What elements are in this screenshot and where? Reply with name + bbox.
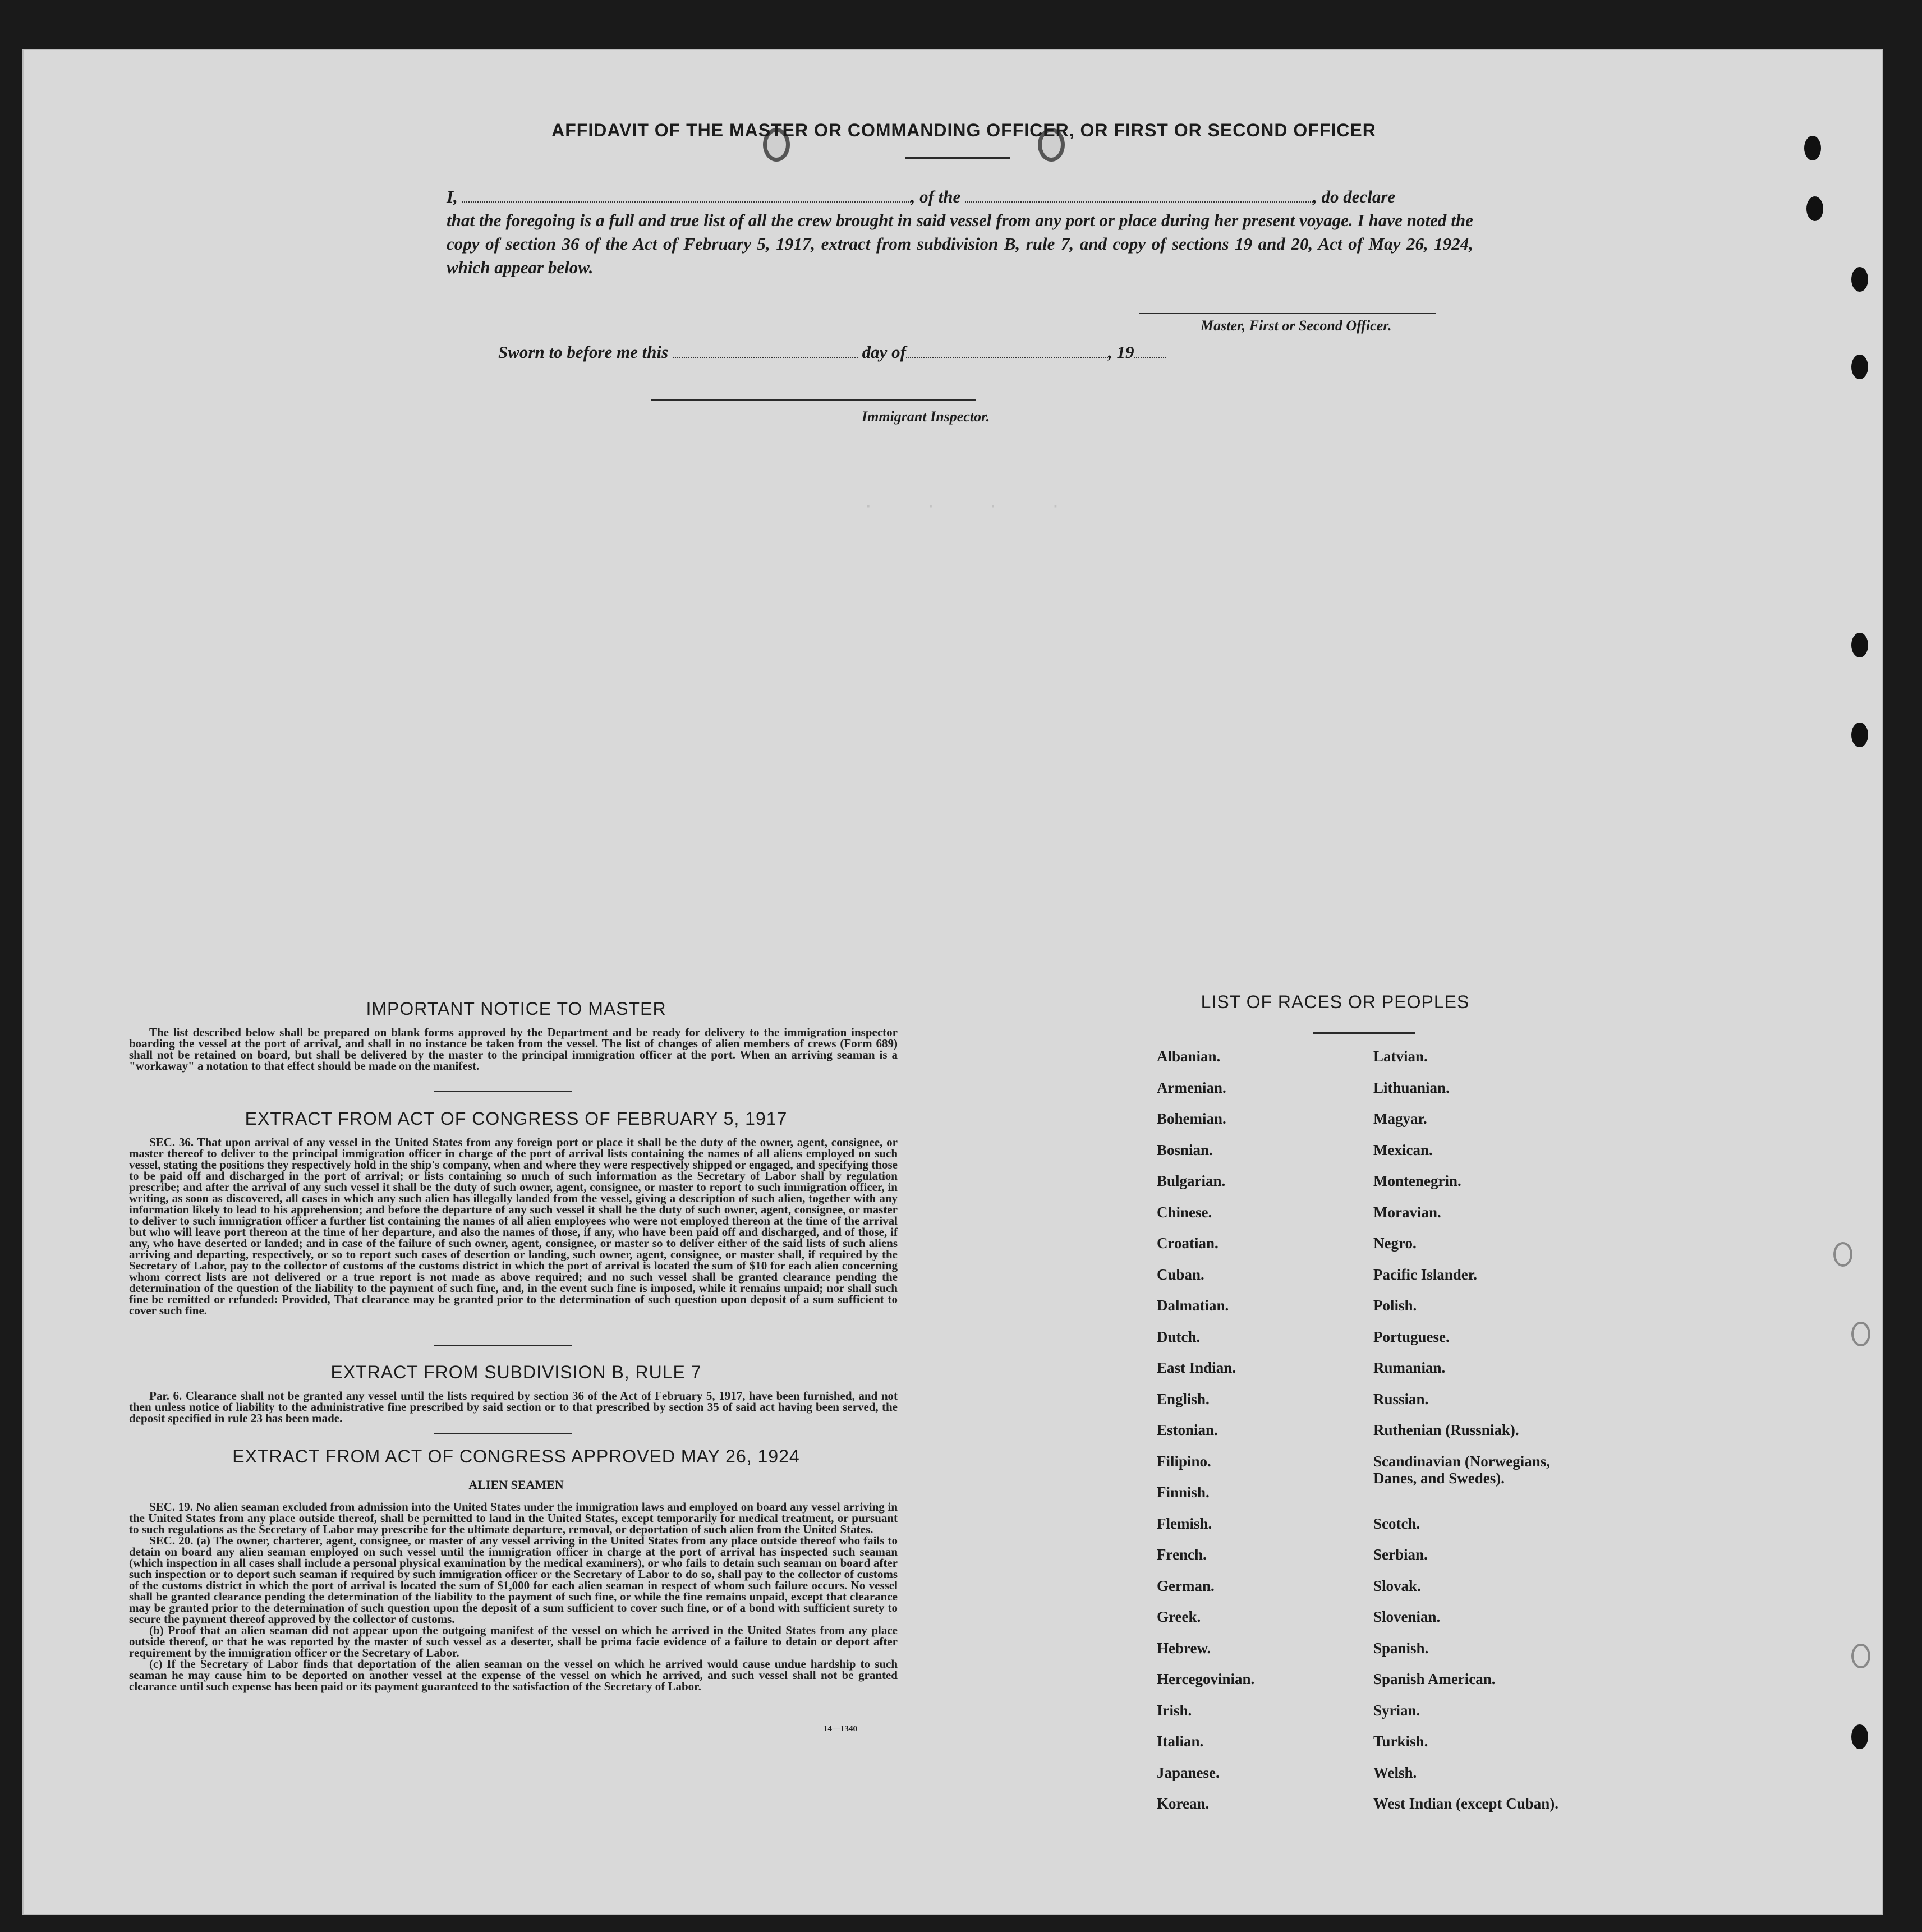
extract-1917-title: EXTRACT FROM ACT OF CONGRESS OF FEBRUARY 5, 1917 — [245, 1108, 788, 1129]
race-item: Bohemian. — [1157, 1110, 1226, 1127]
race-item: Russian. — [1373, 1390, 1429, 1407]
race-item: Filipino. — [1157, 1452, 1211, 1470]
race-item: Serbian. — [1373, 1546, 1428, 1563]
race-item: Greek. — [1157, 1608, 1201, 1625]
extract-1917-text — [129, 1137, 898, 1316]
race-item: Slovenian. — [1373, 1608, 1441, 1625]
affidavit-i: I, — [447, 187, 458, 206]
affidavit-do-declare: , do declare — [1313, 187, 1396, 206]
day-blank — [673, 341, 858, 358]
affidavit-body — [447, 185, 1473, 279]
binder-hole — [1851, 723, 1868, 747]
race-item: Ruthenian (Russniak). — [1373, 1422, 1519, 1438]
signature-label: Master, First or Second Officer. — [1201, 318, 1392, 334]
sec-20a-paragraph: SEC. 20. (a) The owner, charterer, agent, consignee, or master of any vessel arriving in the United States from any place outside thereof who fails to detain on board any alien seaman employed on such vessel until the immigration officer in charge at the port of arrival has inspected such seaman (which inspection in all cases shall include a personal physical examination by the medical examiners), or who fails to detain such seaman on board after such inspection or to deport such seaman if required by such immigration officer or the Secretary of Labor to do so, shall pay to the collector of customs of the customs district in which the port of arrival is located the sum of $1,000 for each alien seaman in respect of whom such failure occurs. No vessel shall be granted clearance pending the determination of the liability to the payment of such fine, or while the fine remains unpaid, except that clearance may be granted prior to the determination of such question upon the deposit of a sum sufficient to cover such fine, or of a bond with sufficient surety to secure the payment thereof approved by the collector of customs. — [129, 1534, 898, 1626]
binder-hole — [1851, 1724, 1868, 1749]
race-item: Dalmatian. — [1157, 1297, 1229, 1314]
notice-title: IMPORTANT NOTICE TO MASTER — [366, 999, 666, 1019]
race-item: Magyar. — [1373, 1110, 1427, 1127]
section-divider — [434, 1433, 572, 1434]
sec-19-paragraph: SEC. 19. No alien seaman excluded from admission into the United States under the immigration laws and employed on board any vessel arriving in the United States from any place outside thereof, shall be permitted to land in the United States, except temporarily for medical treatment, or pursuant to such regulations as the Secretary of Labor may prescribe for the ultimate departure, removal, or deportation of such alien from the United States. — [129, 1500, 898, 1536]
race-item: French. — [1157, 1546, 1207, 1563]
races-title: LIST OF RACES OR PEOPLES — [1201, 992, 1470, 1012]
race-item: Rumanian. — [1373, 1359, 1446, 1376]
signature-line — [1139, 313, 1436, 314]
races-left-column — [1157, 1048, 1254, 1827]
race-item: Negro. — [1373, 1235, 1417, 1252]
rule-7-text — [129, 1390, 898, 1424]
race-item: Turkish. — [1373, 1733, 1428, 1750]
race-item: East Indian. — [1157, 1359, 1236, 1376]
binder-hole — [1851, 633, 1868, 657]
notice-text — [129, 1027, 898, 1071]
race-item: Montenegrin. — [1373, 1172, 1461, 1189]
race-item: Flemish. — [1157, 1515, 1212, 1532]
race-item: West Indian (except Cuban). — [1373, 1795, 1559, 1812]
race-item: Armenian. — [1157, 1079, 1226, 1096]
race-item: Dutch. — [1157, 1328, 1201, 1345]
rule-7-title: EXTRACT FROM SUBDIVISION B, RULE 7 — [330, 1362, 702, 1382]
race-item: Polish. — [1373, 1297, 1417, 1314]
race-item: Hebrew. — [1157, 1639, 1211, 1657]
race-item: Irish. — [1157, 1701, 1192, 1719]
inspector-line — [651, 399, 976, 401]
sec-20c-paragraph: (c) If the Secretary of Labor finds that deportation of the alien seaman on the vessel on which he arrived would cause undue hardship to such seaman he may cause him to be deported on another vessel at the expense of the vessel on which he arrived, and such vessel shall not be granted clearance until such expense has been paid or its payment guaranteed to the satisfaction of the Secretary of Labor. — [129, 1657, 898, 1693]
alien-seamen-subtitle: ALIEN SEAMEN — [468, 1478, 564, 1492]
race-item: Latvian. — [1373, 1048, 1428, 1065]
race-item: Estonian. — [1157, 1422, 1218, 1438]
race-item: Chinese. — [1157, 1203, 1212, 1221]
form-number: 14—1340 — [824, 1724, 857, 1733]
affidavit-of-the: , of the — [911, 187, 961, 206]
inspector-label: Immigrant Inspector. — [862, 408, 990, 425]
race-item: Welsh. — [1373, 1764, 1417, 1781]
affidavit-title: AFFIDAVIT OF THE MASTER OR COMMANDING OFFICER, OR FIRST OR SECOND OFFICER — [551, 120, 1376, 140]
race-item: Albanian. — [1157, 1048, 1221, 1065]
extract-1924-text — [129, 1501, 898, 1692]
race-item: Bosnian. — [1157, 1141, 1213, 1158]
race-item: Korean. — [1157, 1795, 1210, 1812]
race-item: Spanish American. — [1373, 1671, 1496, 1687]
race-item: Lithuanian. — [1373, 1079, 1450, 1096]
sec-36-paragraph: SEC. 36. That upon arrival of any vessel in the United States from any foreign port or place it shall be the duty of the owner, agent, consignee, or master thereof to deliver to the principal immigration officer in charge of the port of arrival lists containing the names of all aliens employed on such vessel, stating the positions they respectively hold in the ship's company, when and where they were respectively shipped or engaged, and specifying those to be paid off and discharged in the port of arrival; or lists containing so much of such information as the Secretary of Labor shall by regulation prescribe; and after the arrival of any such vessel it shall be the duty of such owner, agent, consignee, or master to report to such immigration officer, in writing, as soon as discovered, all cases in which any such alien has illegally landed from the vessel, giving a description of such alien, together with any information likely to lead to his apprehension; and before the departure of any such vessel it shall be the duty of such owner, agent, consignee, or master to deliver to such immigration officer a further list containing the names of all alien employees who were not employed thereon at the time of the arrival but who will leave port thereon at the time of her departure, and also the names of those, if any, who have been paid off and discharged, and of those, if any, who have deserted or landed; and in case of the failure of such owner, agent, consignee, or master so to deliver either of the said lists of such aliens arriving and departing, respectively, or so to report such cases of desertion or landing, such owner, agent, consignee, or master shall, if required by the Secretary of Labor, pay to the collector of customs of the customs district in which the port of arrival is located the sum of $10 for each alien concerning whom correct lists are not delivered or a true report is not made as above required; and no such vessel shall be granted clearance pending the determination of the question of the liability to the payment of such fine, and, in the event such fine is imposed, while it remains unpaid; nor shall such fine be remitted or refunded: Provided, That clearance may be granted prior to the determination of such question upon deposit of a sum sufficient to cover such fine. — [129, 1135, 898, 1317]
sworn-start: Sworn to before me this — [498, 342, 669, 362]
race-item: Bulgarian. — [1157, 1172, 1226, 1189]
race-item: Finnish. — [1157, 1484, 1210, 1501]
race-item: Spanish. — [1373, 1639, 1429, 1657]
race-item: Croatian. — [1157, 1235, 1219, 1252]
affidavit-title-rule — [905, 157, 1010, 159]
race-item: Japanese. — [1157, 1764, 1220, 1781]
month-blank — [906, 341, 1108, 358]
sec-20b-paragraph: (b) Proof that an alien seaman did not appear upon the outgoing manifest of the vessel on which he arrived in the United States from any place outside thereof, or that he was reported by the master of such vessel as a deserter, shall be prima facie evidence of a failure to detain or deport after requirement by the immigration officer or the Secretary of Labor. — [129, 1623, 898, 1659]
affidavit-first-line — [447, 185, 1473, 209]
extract-1924-title: EXTRACT FROM ACT OF CONGRESS APPROVED MAY 26, 1924 — [232, 1446, 800, 1466]
sworn-year: , 19 — [1108, 342, 1134, 362]
sworn-line — [498, 341, 1166, 362]
race-item: Cuban. — [1157, 1266, 1204, 1283]
race-item: Slovak. — [1373, 1577, 1421, 1594]
race-item: Syrian. — [1373, 1701, 1420, 1719]
section-divider — [434, 1345, 572, 1346]
affidavit-statement: that the foregoing is a full and true list of all the crew brought in said vessel from any port or place during her present voyage. I have noted the copy of section 36 of the Act of February 5, 1917, extract from subdivision B, rule 7, and copy of sections 19 and 20, Act of May 26, 1924, which appear below. — [447, 210, 1473, 277]
sworn-day-of: day of — [862, 342, 906, 362]
binder-hole — [1851, 267, 1868, 292]
notice-paragraph: The list described below shall be prepared on blank forms approved by the Department and be ready for delivery to the immigration inspector boarding the vessel at the port of arrival, and shall in no instance be taken from the vessel. The list of changes of alien members of crews (Form 689) shall not be retained on board, but shall be delivered by the master to the principal immigration officer at the port. When an arriving seaman is a "workaway" a notation to that effect should be made on the manifest. — [129, 1025, 898, 1073]
race-item: Moravian. — [1373, 1203, 1441, 1221]
race-item: Hercegovinian. — [1157, 1671, 1255, 1687]
race-item: Portuguese. — [1373, 1328, 1450, 1345]
binder-hole — [1851, 1322, 1870, 1346]
binder-hole — [1833, 1242, 1852, 1267]
race-item: Italian. — [1157, 1733, 1204, 1750]
bleed-through-marks: · · · · — [864, 498, 1083, 515]
race-item: Scotch. — [1373, 1515, 1420, 1532]
section-divider — [434, 1091, 572, 1092]
race-item: Pacific Islander. — [1373, 1266, 1477, 1283]
name-blank — [462, 186, 911, 203]
par-6-paragraph: Par. 6. Clearance shall not be granted any vessel until the lists required by section 36 of the Act of February 5, 1917, have been furnished, and not then unless notice of liability to the administrative fine prescribed by said section or to that prescribed by section 35 of said act having been served, the deposit specified in rule 23 has been made. — [129, 1389, 898, 1425]
race-item: Scandinavian (Norwegians, Danes, and Swedes). — [1373, 1452, 1551, 1487]
races-title-rule — [1313, 1032, 1415, 1034]
races-right-column — [1373, 1048, 1587, 1827]
binder-hole — [1851, 1644, 1870, 1668]
race-item: German. — [1157, 1577, 1215, 1594]
year-blank — [1134, 341, 1166, 358]
race-item: English. — [1157, 1390, 1210, 1407]
vessel-blank — [965, 186, 1313, 203]
race-item: Mexican. — [1373, 1141, 1433, 1158]
binder-hole — [1806, 196, 1823, 221]
binder-hole — [1851, 355, 1868, 379]
